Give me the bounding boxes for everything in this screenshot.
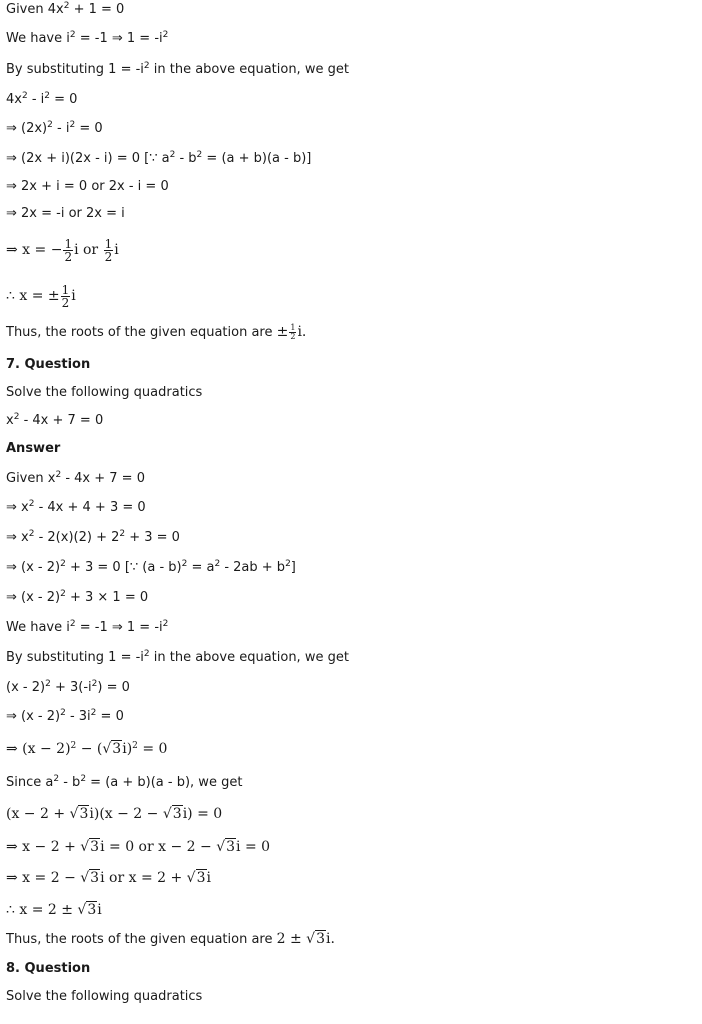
i-squared-identity: We have $i^2 = -1$ ⇒ $1 = -i^2$ bbox=[6, 30, 169, 46]
step-line: ⇒ $(x - 2)^2 - 3i^2 = 0$ bbox=[6, 708, 124, 724]
step-line: ⇒ 2x = -i or 2x = i bbox=[6, 206, 125, 221]
therefore-line: ∴ x = 2 ± √3i bbox=[6, 902, 102, 918]
step-line: ⇒ 2x + i = 0 or 2x - i = 0 bbox=[6, 179, 169, 194]
answer-heading: Answer bbox=[6, 441, 61, 456]
factored-equation: (x − 2 + √3i)(x − 2 − √3i) = 0 bbox=[6, 806, 223, 822]
step-line: ⇒ $x^2 - 2(x)(2) + 2^2 + 3 = 0$ bbox=[6, 529, 180, 545]
question-prompt: Solve the following quadratics bbox=[6, 385, 203, 400]
therefore-line: ∴ x = ± $\frac{1}{2}$ i bbox=[6, 282, 76, 310]
question-equation: $x^2 - 4x + 7 = 0$ bbox=[6, 412, 104, 428]
question-heading: 8. Question bbox=[6, 961, 91, 976]
step-line: ⇒ (x - 2)$^2$ + 3 × 1 = 0 bbox=[6, 589, 149, 605]
step-line: $4x^2 - i^2 = 0$ bbox=[6, 91, 78, 107]
step-line: ⇒ (2x + i)(2x - i) = 0 [∵ $a^2 - b^2 = (a + b)(a - b)$] bbox=[6, 150, 312, 166]
step-line: ⇒ x = 2 − √3i or x = 2 + √3i bbox=[6, 870, 211, 886]
step-line: ⇒ (x - 2)$^2$ + 3 = 0 [∵ $(a - b)^2 = a^2 - 2ab + b^2$] bbox=[6, 559, 296, 575]
conclusion-text: Thus, the roots of the given equation are ± $\frac{1}{2}$ i. bbox=[6, 323, 307, 341]
step-line: ⇒ $(x - 2)^2 - (√3i)^2 = 0$ bbox=[6, 741, 168, 757]
given-equation: Given $4x^2 + 1 = 0$ bbox=[6, 1, 125, 17]
substitution-text: By substituting $1 = -i^2$ in the above equation, we get bbox=[6, 61, 349, 77]
step-line: $(x - 2)^2 + 3(-i^2) = 0$ bbox=[6, 679, 130, 695]
question-heading: 7. Question bbox=[6, 357, 91, 372]
step-line: ⇒ x − 2 + √3i = 0 or x − 2 − √3i = 0 bbox=[6, 839, 271, 855]
step-line: Since $a^2 - b^2 = (a + b)(a - b)$, we get bbox=[6, 774, 243, 790]
substitution-text: By substituting $1 = -i^2$ in the above equation, we get bbox=[6, 649, 349, 665]
step-line: ⇒ $(2x)^2 - i^2 = 0$ bbox=[6, 120, 103, 136]
question-prompt: Solve the following quadratics bbox=[6, 989, 203, 1004]
fraction-roots-line: ⇒ x = − $\frac{1}{2}$ i or $\frac{1}{2}$ i bbox=[6, 236, 119, 264]
i-squared-identity: We have $i^2 = -1$ ⇒ $1 = -i^2$ bbox=[6, 619, 169, 635]
step-line: Given $x^2 - 4x + 7 = 0$ bbox=[6, 470, 145, 486]
conclusion-text: Thus, the roots of the given equation are 2 ± √3i. bbox=[6, 931, 335, 947]
step-line: ⇒ $x^2 - 4x + 4 + 3 = 0$ bbox=[6, 499, 146, 515]
